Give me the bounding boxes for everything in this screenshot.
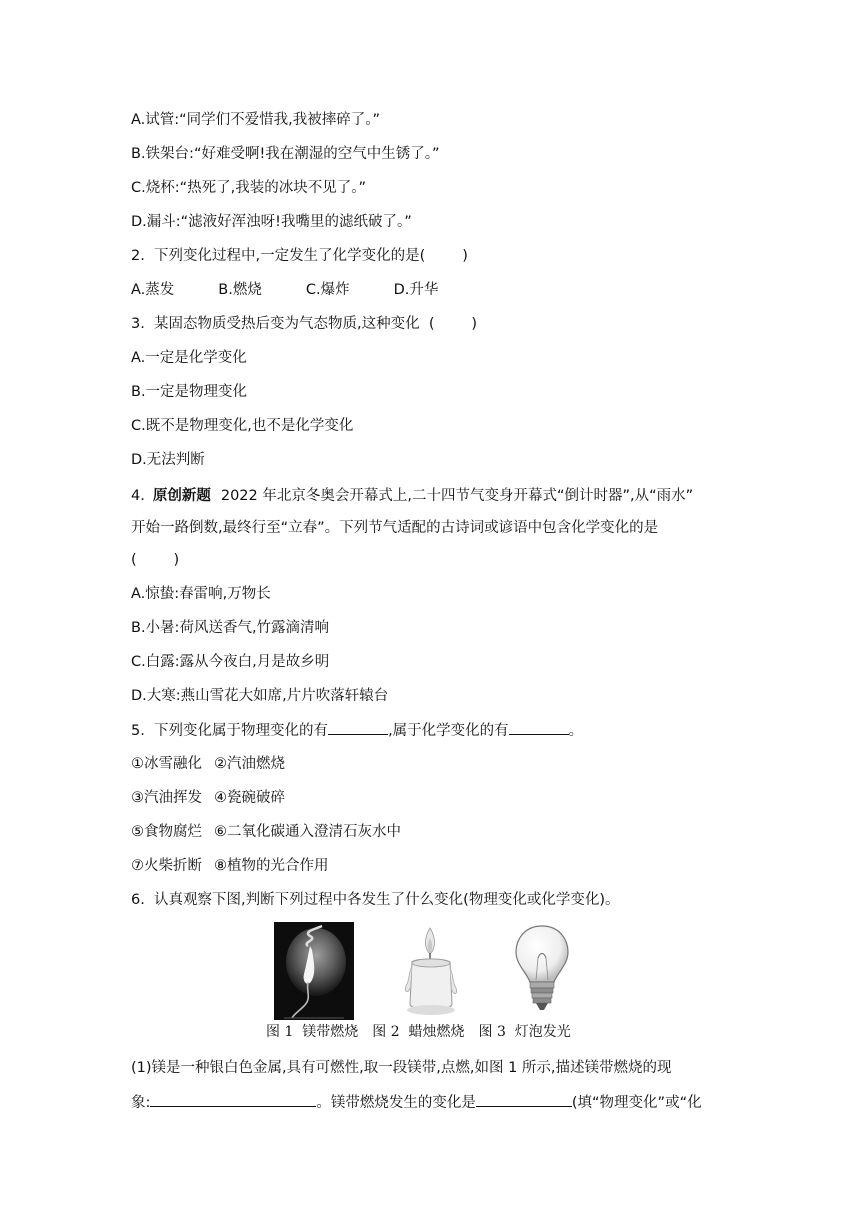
q5-stem-part3: 。 <box>568 723 584 739</box>
light-bulb-image <box>510 922 574 1020</box>
q3-stem: 3. 某固态物质受热后变为气态物质,这种变化 ( ) <box>131 316 478 332</box>
q5-item-2: ②汽油燃烧 <box>214 756 285 772</box>
q5-item-8: ⑧植物的光合作用 <box>214 858 329 874</box>
q2-option-d: D.升华 <box>393 282 439 298</box>
q4-option-b: B.小暑:荷风送香气,竹露滴清响 <box>131 620 330 636</box>
q6-sub1-line1: (1)镁是一种银白色金属,具有可燃性,取一段镁带,点燃,如图 1 所示,描述镁带燃烧的现 <box>131 1060 672 1076</box>
q3-option-a: A.一定是化学变化 <box>131 350 247 366</box>
q5-stem-part2: ,属于化学变化的有 <box>388 723 509 739</box>
q3-option-c: C.既不是物理变化,也不是化学变化 <box>131 418 354 434</box>
q5-item-4: ④瓷碗破碎 <box>214 790 285 806</box>
q1-option-b: B.铁架台:“好难受啊!我在潮湿的空气中生锈了。” <box>131 146 440 162</box>
q5-items-row1 <box>131 754 285 774</box>
q4-option-d: D.大寒:燕山雪花大如席,片片吹落轩辕台 <box>131 688 389 704</box>
q4-option-a: A.惊蛰:春雷响,万物长 <box>131 586 271 602</box>
q5-blank-physical[interactable] <box>328 720 388 735</box>
q1-option-a: A.试管:“同学们不爱惜我,我被摔碎了。” <box>131 112 381 128</box>
q5-item-7: ⑦火柴折断 <box>131 858 202 874</box>
q2-option-b: B.燃烧 <box>218 282 262 298</box>
q4-stem-line2: 开始一路倒数,最终行至“立春”。下列节气适配的古诗词或谚语中包含化学变化的是 <box>131 520 659 536</box>
q3-option-d: D.无法判断 <box>131 452 205 468</box>
q5-item-3: ③汽油挥发 <box>131 790 202 806</box>
q5-items-row4 <box>131 856 329 876</box>
q1-option-d: D.漏斗:“滤液好浑浊呀!我嘴里的滤纸破了。” <box>131 214 412 230</box>
q3-option-b: B.一定是物理变化 <box>131 384 248 400</box>
q4-option-c: C.白露:露从今夜白,月是故乡明 <box>131 654 330 670</box>
q5-items-row3 <box>131 822 401 842</box>
q6-sub1-line2 <box>131 1092 702 1113</box>
q6-sub1-part3: (填“物理变化”或“化 <box>571 1095 702 1111</box>
magnesium-burning-image <box>274 922 354 1020</box>
q5-stem <box>131 720 583 741</box>
caption-fig1: 图 1 镁带燃烧 <box>266 1024 359 1040</box>
q4-number: 4. <box>131 488 145 504</box>
q6-sub1-part2: 。镁带燃烧发生的变化是 <box>316 1095 476 1111</box>
q2-option-a: A.蒸发 <box>131 282 175 298</box>
q5-items-row2 <box>131 788 285 808</box>
caption-fig2: 图 2 蜡烛燃烧 <box>372 1024 465 1040</box>
caption-fig3: 图 3 灯泡发光 <box>478 1024 571 1040</box>
q4-stem-line1 <box>131 486 693 506</box>
q6-stem: 6. 认真观察下图,判断下列过程中各发生了什么变化(物理变化或化学变化)。 <box>131 892 620 908</box>
q4-tag: 原创新题 <box>152 488 211 504</box>
q2-options <box>131 280 438 300</box>
q5-stem-part1: 5. 下列变化属于物理变化的有 <box>131 723 329 739</box>
candle-burning-image <box>394 922 468 1020</box>
q6-sub1-part1: 象: <box>131 1095 151 1111</box>
q5-blank-chemical[interactable] <box>509 720 569 735</box>
q4-stem-text: 2022 年北京冬奥会开幕式上,二十四节气变身开幕式“倒计时器”,从“雨水” <box>220 488 694 504</box>
q2-option-c: C.爆炸 <box>305 282 350 298</box>
q5-item-1: ①冰雪融化 <box>131 756 202 772</box>
q5-item-6: ⑥二氧化碳通入澄清石灰水中 <box>214 824 401 840</box>
q6-blank-change-type[interactable] <box>476 1092 572 1107</box>
q4-stem-line3: ( ) <box>131 552 180 568</box>
q5-item-5: ⑤食物腐烂 <box>131 824 202 840</box>
q1-option-c: C.烧杯:“热死了,我装的冰块不见了。” <box>131 180 367 196</box>
q6-blank-phenomenon[interactable] <box>150 1092 316 1107</box>
figure-captions <box>266 1022 571 1042</box>
q2-stem: 2. 下列变化过程中,一定发生了化学变化的是( ) <box>131 248 468 264</box>
